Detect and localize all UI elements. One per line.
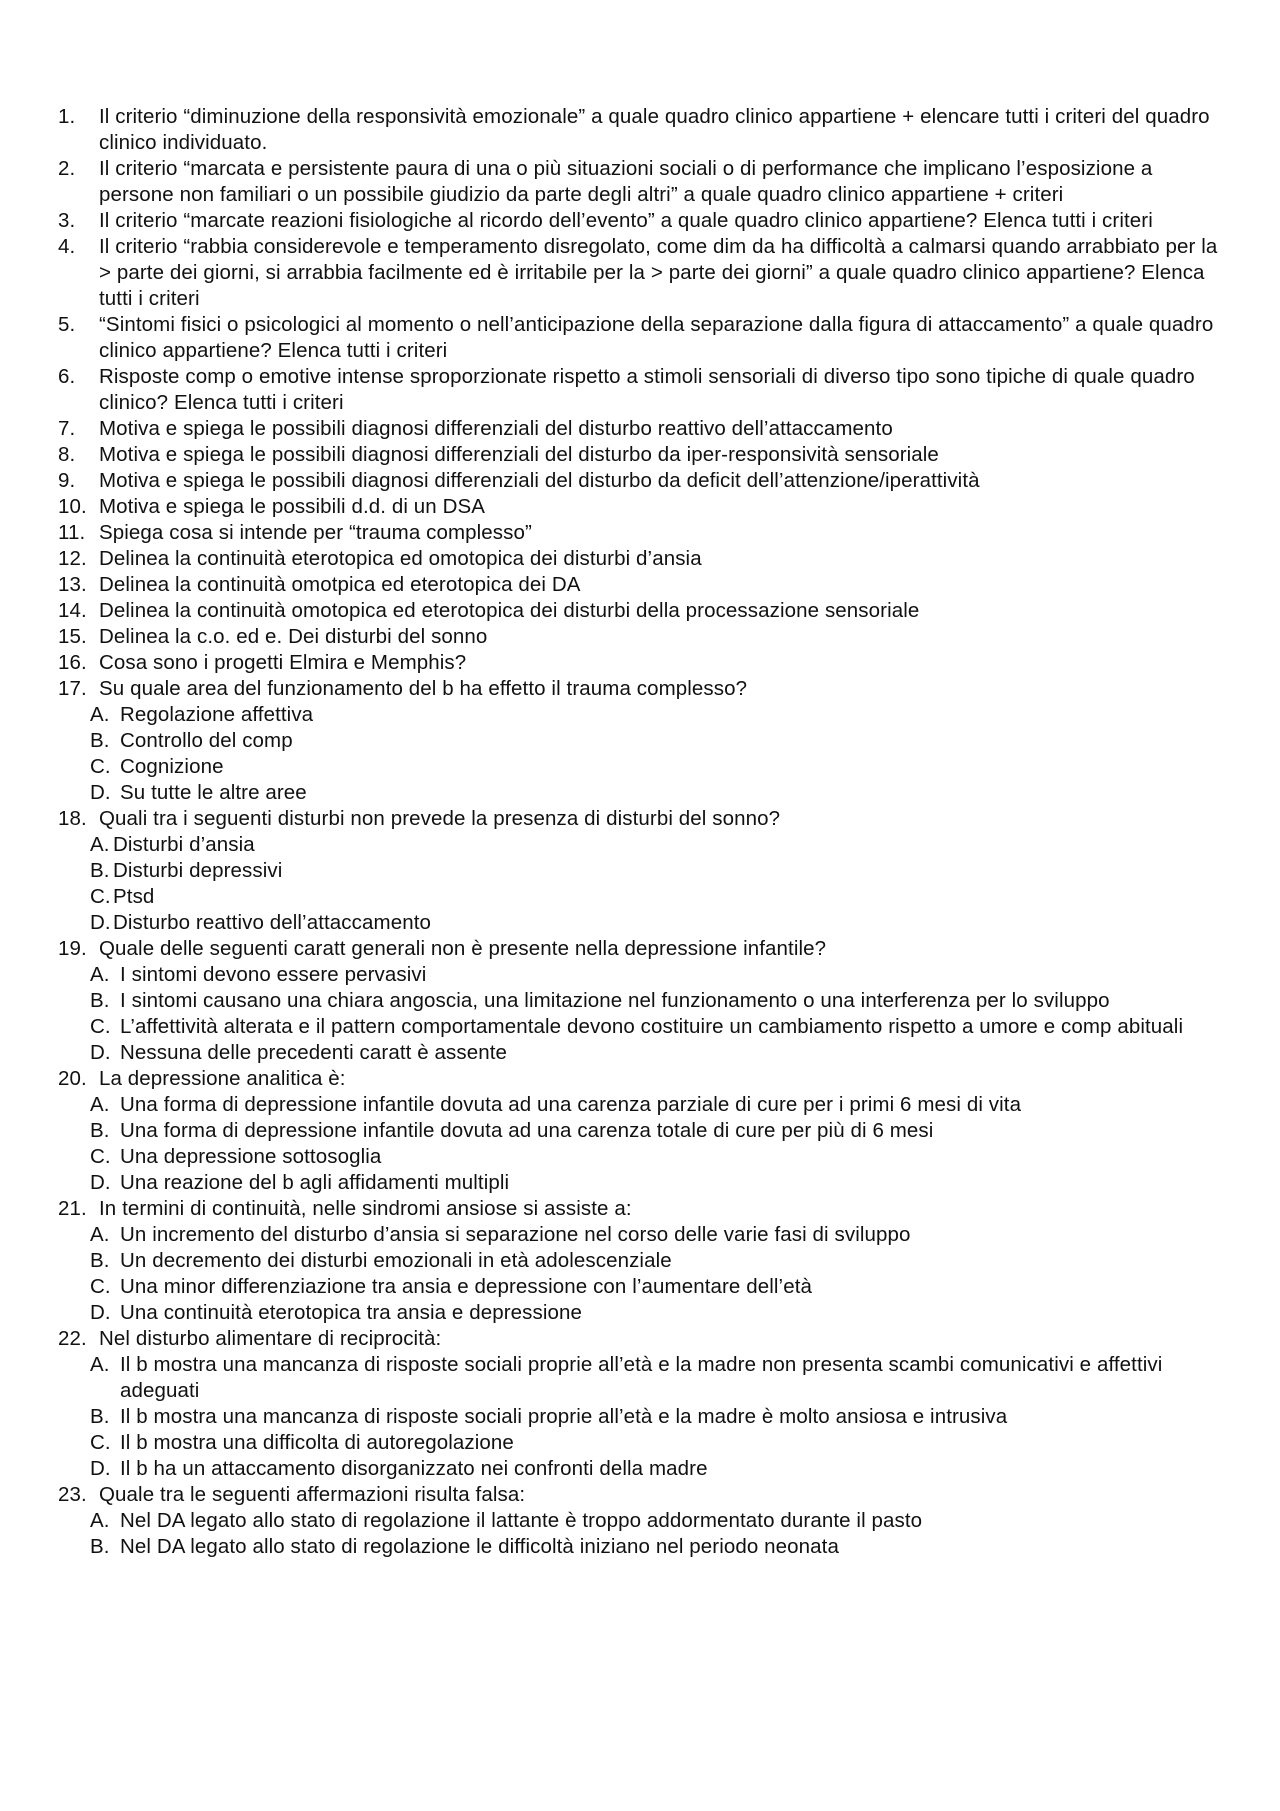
option-text: Su tutte le altre aree [120, 781, 307, 804]
question-text: Motiva e spiega le possibili d.d. di un DSA [99, 495, 486, 518]
question-row [58, 234, 1228, 312]
question-text: Il criterio “rabbia considerevole e temperamento disregolato, come dim da ha difficoltà a calmarsi quando arrabbiato per la > parte dei giorni, si arrabbia facilmente ed è irritabile per la > parte dei giorni” a quale quadro clinico appartiene? Elenca tutti i criteri [99, 235, 1218, 310]
question-row [58, 364, 1228, 416]
option-text: Nel DA legato allo stato di regolazione le difficoltà iniziano nel periodo neonata [120, 1535, 839, 1558]
answer-option [58, 1118, 1228, 1144]
question-text: Motiva e spiega le possibili diagnosi differenziali del disturbo da iper-responsività sensoriale [99, 443, 939, 466]
question-9 [58, 468, 1228, 494]
option-text: Una forma di depressione infantile dovuta ad una carenza parziale di cure per i primi 6 mesi di vita [120, 1093, 1022, 1116]
option-text: Un decremento dei disturbi emozionali in età adolescenziale [120, 1249, 672, 1272]
question-row [58, 416, 1228, 442]
question-11 [58, 520, 1228, 546]
question-text: La depressione analitica è: [99, 1067, 346, 1090]
question-text: Risposte comp o emotive intense sproporzionate rispetto a stimoli sensoriali di diverso tipo sono tipiche di quale quadro clinico? Elenca tutti i criteri [99, 365, 1195, 414]
option-text: Nessuna delle precedenti caratt è assente [120, 1041, 508, 1064]
question-row [58, 676, 1228, 702]
option-text: Il b ha un attaccamento disorganizzato nei confronti della madre [120, 1457, 708, 1480]
question-text: Il criterio “diminuzione della responsività emozionale” a quale quadro clinico appartiene + elencare tutti i criteri del quadro clinico individuato. [99, 105, 1210, 154]
question-number: 3. [58, 209, 76, 232]
option-letter: C. [90, 1431, 111, 1454]
option-letter: B. [90, 1535, 110, 1558]
question-text: Motiva e spiega le possibili diagnosi differenziali del disturbo reattivo dell’attaccamento [99, 417, 893, 440]
option-letter: B. [90, 729, 110, 752]
question-text: “Sintomi fisici o psicologici al momento o nell’anticipazione della separazione dalla figura di attaccamento” a quale quadro clinico appartiene? Elenca tutti i criteri [99, 313, 1214, 362]
question-number: 1. [58, 105, 76, 128]
question-row [58, 1482, 1228, 1508]
option-letter: C. [90, 1015, 111, 1038]
question-21 [58, 1196, 1228, 1326]
answer-option [58, 1248, 1228, 1274]
question-row [58, 572, 1228, 598]
answer-option [58, 962, 1228, 988]
question-number: 9. [58, 469, 76, 492]
question-number: 17. [58, 677, 87, 700]
answer-option [58, 1222, 1228, 1248]
answer-option [58, 780, 1228, 806]
option-letter: B. [90, 1249, 110, 1272]
question-8 [58, 442, 1228, 468]
answer-options [58, 832, 1228, 936]
question-12 [58, 546, 1228, 572]
option-text: Una minor differenziazione tra ansia e depressione con l’aumentare dell’età [120, 1275, 812, 1298]
option-letter: A. [90, 1353, 110, 1376]
question-row [58, 806, 1228, 832]
answer-option [58, 1092, 1228, 1118]
option-letter: A. [90, 833, 110, 856]
option-text: Il b mostra una difficolta di autoregolazione [120, 1431, 514, 1454]
question-text: Delinea la continuità omotopica ed eterotopica dei disturbi della processazione sensoriale [99, 599, 920, 622]
answer-option [58, 728, 1228, 754]
answer-option [58, 1014, 1228, 1040]
question-list [58, 104, 1228, 1560]
question-number: 23. [58, 1483, 87, 1506]
answer-option [58, 702, 1228, 728]
answer-option [58, 1534, 1228, 1560]
option-text: Disturbo reattivo dell’attaccamento [113, 911, 431, 934]
answer-option [58, 1508, 1228, 1534]
question-number: 15. [58, 625, 87, 648]
option-text: Una forma di depressione infantile dovuta ad una carenza totale di cure per più di 6 mesi [120, 1119, 934, 1142]
answer-options [58, 962, 1228, 1066]
question-number: 2. [58, 157, 76, 180]
question-row [58, 624, 1228, 650]
question-row [58, 104, 1228, 156]
question-row [58, 1326, 1228, 1352]
question-text: Il criterio “marcate reazioni fisiologiche al ricordo dell’evento” a quale quadro clinico appartiene? Elenca tutti i criteri [99, 209, 1153, 232]
option-letter: D. [90, 1301, 111, 1324]
question-text: Delinea la continuità omotpica ed eterotopica dei DA [99, 573, 581, 596]
question-row [58, 494, 1228, 520]
option-letter: C. [90, 1145, 111, 1168]
question-text: Su quale area del funzionamento del b ha effetto il trauma complesso? [99, 677, 748, 700]
option-letter: B. [90, 1119, 110, 1142]
option-text: L’affettività alterata e il pattern comportamentale devono costituire un cambiamento rispetto a umore e comp abituali [120, 1015, 1184, 1038]
question-number: 4. [58, 235, 76, 258]
question-13 [58, 572, 1228, 598]
question-7 [58, 416, 1228, 442]
option-text: Nel DA legato allo stato di regolazione il lattante è troppo addormentato durante il pasto [120, 1509, 923, 1532]
question-number: 13. [58, 573, 87, 596]
answer-option [58, 1300, 1228, 1326]
question-number: 12. [58, 547, 87, 570]
question-15 [58, 624, 1228, 650]
question-number: 18. [58, 807, 87, 830]
answer-option [58, 884, 1228, 910]
option-text: Una depressione sottosoglia [120, 1145, 382, 1168]
answer-option [58, 832, 1228, 858]
question-10 [58, 494, 1228, 520]
question-row [58, 520, 1228, 546]
answer-options [58, 1352, 1228, 1482]
question-row [58, 546, 1228, 572]
option-text: Regolazione affettiva [120, 703, 314, 726]
question-6 [58, 364, 1228, 416]
question-number: 7. [58, 417, 76, 440]
option-letter: A. [90, 1509, 110, 1532]
question-text: Delinea la c.o. ed e. Dei disturbi del sonno [99, 625, 488, 648]
option-letter: B. [90, 989, 110, 1012]
answer-option [58, 858, 1228, 884]
option-text: Il b mostra una mancanza di risposte sociali proprie all’età e la madre non presenta scambi comunicativi e affettivi adeguati [120, 1353, 1163, 1402]
question-row [58, 598, 1228, 624]
question-row [58, 936, 1228, 962]
question-text: In termini di continuità, nelle sindromi ansiose si assiste a: [99, 1197, 632, 1220]
question-text: Cosa sono i progetti Elmira e Memphis? [99, 651, 467, 674]
question-3 [58, 208, 1228, 234]
option-text: Disturbi depressivi [113, 859, 283, 882]
option-letter: A. [90, 703, 110, 726]
option-text: Controllo del comp [120, 729, 293, 752]
question-text: Nel disturbo alimentare di reciprocità: [99, 1327, 442, 1350]
question-row [58, 156, 1228, 208]
question-20 [58, 1066, 1228, 1196]
answer-option [58, 1040, 1228, 1066]
question-23 [58, 1482, 1228, 1560]
question-number: 22. [58, 1327, 87, 1350]
option-letter: C. [90, 1275, 111, 1298]
question-17 [58, 676, 1228, 806]
question-text: Quale tra le seguenti affermazioni risulta falsa: [99, 1483, 526, 1506]
question-row [58, 1066, 1228, 1092]
option-letter: D. [90, 1457, 111, 1480]
question-number: 14. [58, 599, 87, 622]
question-row [58, 468, 1228, 494]
question-text: Quale delle seguenti caratt generali non è presente nella depressione infantile? [99, 937, 827, 960]
question-text: Motiva e spiega le possibili diagnosi differenziali del disturbo da deficit dell’attenzione/iperattività [99, 469, 980, 492]
answer-options [58, 1222, 1228, 1326]
option-letter: D. [90, 781, 111, 804]
answer-option [58, 754, 1228, 780]
option-letter: A. [90, 963, 110, 986]
option-letter: C. [90, 885, 111, 908]
question-number: 10. [58, 495, 87, 518]
answer-option [58, 1352, 1228, 1404]
question-4 [58, 234, 1228, 312]
answer-option [58, 988, 1228, 1014]
answer-option [58, 1170, 1228, 1196]
question-number: 8. [58, 443, 76, 466]
option-letter: C. [90, 755, 111, 778]
question-19 [58, 936, 1228, 1066]
question-text: Quali tra i seguenti disturbi non prevede la presenza di disturbi del sonno? [99, 807, 781, 830]
option-text: Ptsd [113, 885, 155, 908]
answer-options [58, 1508, 1228, 1560]
option-letter: A. [90, 1093, 110, 1116]
question-number: 20. [58, 1067, 87, 1090]
answer-option [58, 1144, 1228, 1170]
option-text: Cognizione [120, 755, 224, 778]
answer-option [58, 1274, 1228, 1300]
question-18 [58, 806, 1228, 936]
question-number: 11. [58, 521, 86, 544]
option-text: Una reazione del b agli affidamenti multipli [120, 1171, 510, 1194]
question-2 [58, 156, 1228, 208]
question-number: 21. [58, 1197, 87, 1220]
option-letter: B. [90, 1405, 110, 1428]
answer-options [58, 1092, 1228, 1196]
option-letter: B. [90, 859, 110, 882]
question-row [58, 312, 1228, 364]
question-16 [58, 650, 1228, 676]
question-number: 5. [58, 313, 76, 336]
option-text: I sintomi devono essere pervasivi [120, 963, 427, 986]
option-letter: D. [90, 1041, 111, 1064]
question-number: 19. [58, 937, 87, 960]
question-row [58, 208, 1228, 234]
question-row [58, 650, 1228, 676]
question-number: 6. [58, 365, 76, 388]
option-text: Disturbi d’ansia [113, 833, 255, 856]
option-text: Un incremento del disturbo d’ansia si separazione nel corso delle varie fasi di sviluppo [120, 1223, 911, 1246]
answer-options [58, 702, 1228, 806]
option-letter: A. [90, 1223, 110, 1246]
question-14 [58, 598, 1228, 624]
option-text: I sintomi causano una chiara angoscia, una limitazione nel funzionamento o una interferenza per lo sviluppo [120, 989, 1110, 1012]
option-text: Una continuità eterotopica tra ansia e depressione [120, 1301, 582, 1324]
question-5 [58, 312, 1228, 364]
question-1 [58, 104, 1228, 156]
option-text: Il b mostra una mancanza di risposte sociali proprie all’età e la madre è molto ansiosa e intrusiva [120, 1405, 1008, 1428]
answer-option [58, 1430, 1228, 1456]
question-text: Delinea la continuità eterotopica ed omotopica dei disturbi d’ansia [99, 547, 702, 570]
answer-option [58, 910, 1228, 936]
answer-option [58, 1456, 1228, 1482]
option-letter: D. [90, 1171, 111, 1194]
question-row [58, 442, 1228, 468]
question-number: 16. [58, 651, 87, 674]
question-22 [58, 1326, 1228, 1482]
question-text: Il criterio “marcata e persistente paura di una o più situazioni sociali o di performance che implicano l’esposizione a persone non familiari o un possibile giudizio da parte degli altri” a quale quadro clinico appartiene + criteri [99, 157, 1153, 206]
question-text: Spiega cosa si intende per “trauma complesso” [99, 521, 532, 544]
answer-option [58, 1404, 1228, 1430]
question-row [58, 1196, 1228, 1222]
option-letter: D. [90, 911, 111, 934]
